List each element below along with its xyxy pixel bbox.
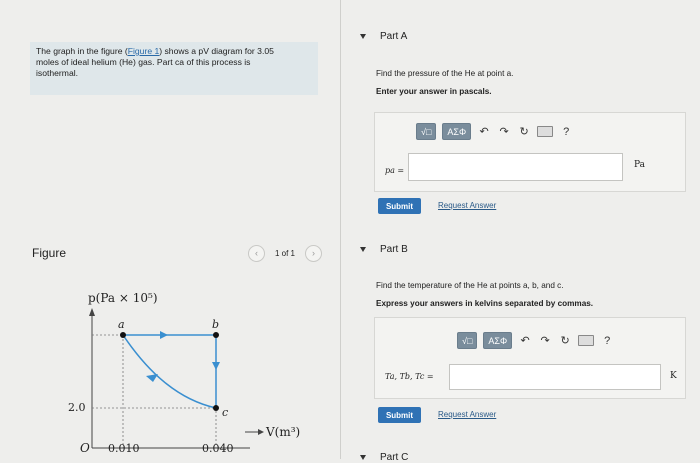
part-b-question: Find the temperature of the He at points a, b, and c. <box>376 281 564 290</box>
figure-heading: Figure <box>32 246 67 260</box>
part-b-submit-button[interactable]: Submit <box>378 407 421 423</box>
reset-icon[interactable]: ↻ <box>519 126 529 138</box>
figure-link[interactable]: Figure 1 <box>127 46 160 56</box>
part-b-request-answer-link[interactable]: Request Answer <box>438 410 497 419</box>
part-a-unit: Pa <box>634 160 646 170</box>
part-b-answer-box <box>374 317 686 399</box>
symbols-button[interactable]: ΑΣΦ <box>442 123 471 140</box>
part-b-unit: K <box>670 371 677 381</box>
arrow-ca <box>146 374 158 382</box>
chevron-left-icon[interactable]: ‹ <box>248 245 265 262</box>
undo-icon[interactable]: ↶ <box>520 335 530 347</box>
caret-down-icon <box>360 455 366 460</box>
path-ca <box>123 335 216 408</box>
arrow-bc <box>212 362 220 370</box>
x-axis-arrow <box>258 429 264 435</box>
y-axis-arrow <box>89 308 95 316</box>
figure-pager <box>248 244 322 262</box>
part-b-answer-input[interactable] <box>449 364 661 390</box>
templates-button[interactable]: √□ <box>416 123 436 140</box>
reset-icon[interactable]: ↻ <box>560 335 570 347</box>
part-b-title: Part B <box>380 244 408 255</box>
caret-down-icon <box>360 34 366 39</box>
point-b-label: b <box>212 318 220 331</box>
help-icon[interactable]: ? <box>604 334 611 347</box>
x-tick-label-2: 0.040 <box>202 442 234 455</box>
problem-text-1b: ) shows a pV diagram for 3.05 <box>159 46 274 56</box>
part-a-question: Find the pressure of the He at point a. <box>376 69 514 78</box>
pv-diagram <box>0 280 340 459</box>
symbols-button[interactable]: ΑΣΦ <box>483 332 512 349</box>
x-axis-label: V(m³) <box>266 425 301 439</box>
templates-button[interactable]: √□ <box>457 332 477 349</box>
y-tick-label: 2.0 <box>68 401 86 414</box>
part-a-toolbar <box>416 123 573 140</box>
column-divider <box>340 0 341 459</box>
undo-icon[interactable]: ↶ <box>479 126 489 138</box>
part-b-variable-label: Ta, Tb, Tc = <box>385 372 434 381</box>
chevron-right-icon[interactable]: › <box>305 245 322 262</box>
keyboard-icon[interactable] <box>537 126 553 137</box>
problem-text-2: moles of ideal helium (He) gas. Part ca of this process is <box>36 57 251 67</box>
point-c <box>213 405 219 411</box>
part-c-title: Part C <box>380 452 409 463</box>
keyboard-icon[interactable] <box>578 335 594 346</box>
pager-text: 1 of 1 <box>274 248 295 258</box>
y-axis-label: p(Pa × 10⁵) <box>88 291 158 305</box>
origin-label: O <box>80 441 90 455</box>
part-a-submit-button[interactable]: Submit <box>378 198 421 214</box>
part-a-request-answer-link[interactable]: Request Answer <box>438 201 497 210</box>
point-a <box>120 332 126 338</box>
part-b-header[interactable] <box>360 244 408 255</box>
part-a-instruction: Enter your answer in pascals. <box>376 87 492 96</box>
redo-icon[interactable]: ↷ <box>499 126 509 138</box>
point-a-label: a <box>118 318 125 331</box>
help-icon[interactable]: ? <box>563 125 570 138</box>
caret-down-icon <box>360 247 366 252</box>
part-a-variable-label: pa = <box>385 166 405 175</box>
redo-icon[interactable]: ↷ <box>540 335 550 347</box>
part-b-instruction: Express your answers in kelvins separated by commas. <box>376 299 594 308</box>
part-a-answer-box <box>374 112 686 192</box>
problem-text-3: isothermal. <box>36 68 79 78</box>
part-a-header[interactable] <box>360 31 407 42</box>
part-c-header[interactable] <box>360 452 408 463</box>
part-a-answer-input[interactable] <box>408 153 623 181</box>
part-b-toolbar <box>457 332 614 349</box>
arrow-ab <box>160 331 168 339</box>
problem-text-1: The graph in the figure ( <box>36 46 128 56</box>
problem-statement <box>30 42 318 95</box>
point-b <box>213 332 219 338</box>
point-c-label: c <box>222 406 229 419</box>
part-a-title: Part A <box>380 31 408 42</box>
x-tick-label-1: 0.010 <box>108 442 140 455</box>
